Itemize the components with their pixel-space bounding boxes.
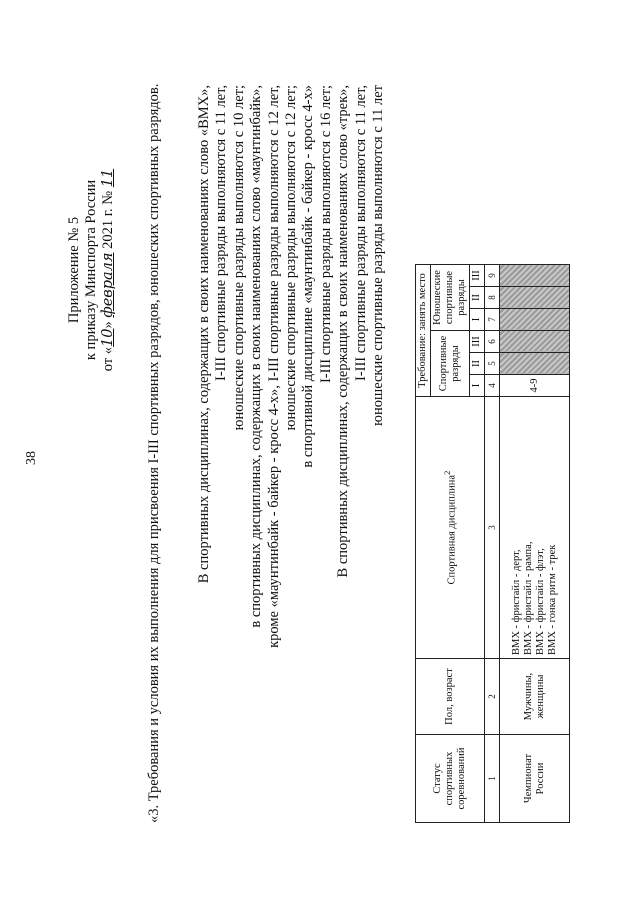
col-number: 4: [485, 375, 500, 397]
rank-col-header: III: [470, 331, 485, 353]
section-title: «3. Требования и условия их выполнения для присвоения I-III спортивных разрядов, юношеских спортивных разрядов.: [146, 83, 162, 823]
cell-status: Чемпионат России: [500, 735, 570, 823]
discipline-item: BMX - гонка ритм - трек: [546, 544, 558, 655]
rule-line: в спортивной дисциплине «маунтинбайк - байкер - кросс 4-х»: [300, 85, 317, 468]
rule-line: I-III спортивные разряды выполняются с 16 лет;: [317, 85, 334, 384]
col-number: 3: [485, 397, 500, 659]
rule-line: юношеские спортивные разряды выполняются с 10 лет;: [230, 85, 247, 431]
header-gender-age: Пол, возраст: [416, 659, 485, 735]
rule-line: кроме «маунтинбайк - байкер - кросс 4-х», I-III спортивные разряды выполняются с 12 лет,: [265, 85, 282, 648]
appendix-order-ref: к приказу Минспорта России: [83, 179, 99, 361]
rule-line: I-III спортивные разряды выполняются с 11 лет,: [352, 85, 369, 382]
discipline-item: BMX - фристайл - рампа,: [522, 541, 534, 655]
col-number: 8: [485, 287, 500, 309]
rank-col-header: II: [470, 353, 485, 375]
cell-shaded: [500, 309, 570, 331]
col-number: 5: [485, 353, 500, 375]
appendix-date: от «10» февраля 2021 г. № 11: [100, 168, 116, 372]
cell-shaded: [500, 353, 570, 375]
appendix-header: [66, 120, 117, 420]
cell-shaded: [500, 331, 570, 353]
col-number: 2: [485, 659, 500, 735]
rank-col-header: I: [470, 309, 485, 331]
page-number: 38: [24, 451, 39, 465]
handwritten-day: 10: [100, 328, 116, 347]
rule-line: В спортивных дисциплинах, содержащих в своих наименованиях слово «трек»,: [335, 85, 352, 578]
cell-disciplines: [500, 397, 570, 659]
rule-line: юношеские спортивные разряды выполняются с 11 лет: [370, 85, 387, 426]
rule-line: юношеские спортивные разряды выполняются с 12 лет;: [283, 85, 300, 431]
col-number: 1: [485, 735, 500, 823]
header-sport-ranks: Спортивные разряды: [431, 331, 470, 397]
discipline-item: BMX - фристайл - флэт,: [534, 548, 546, 655]
handwritten-order-number: 11: [100, 168, 116, 188]
rule-line: в спортивных дисциплинах, содержащих в своих наименованиях слово «маунтинбайк»,: [248, 85, 265, 628]
header-youth-ranks: Юношеские спортивные разряды: [431, 265, 470, 331]
appendix-title: Приложение № 5: [66, 216, 82, 324]
cell-gender-age: Мужчины, женщины: [500, 659, 570, 735]
cell-shaded: [500, 287, 570, 309]
rank-col-header: II: [470, 287, 485, 309]
header-status: Статус спортивных соревнований: [416, 735, 485, 823]
col-number: 9: [485, 265, 500, 287]
rule-line: В спортивных дисциплинах, содержащих в своих наименованиях слово «BMX»,: [196, 85, 212, 584]
header-discipline: Спортивная дисциплина$^2$: [416, 397, 485, 659]
rule-line: I-III спортивные разряды выполняются с 11 лет,: [213, 85, 230, 382]
rules-text: [196, 85, 387, 815]
handwritten-month: февраля: [100, 252, 116, 318]
header-requirement: Требование: занять место: [416, 265, 431, 397]
col-number: 6: [485, 331, 500, 353]
cell-rank-I: 4-9: [500, 375, 570, 397]
requirements-table: [415, 264, 570, 823]
discipline-item: BMX - фристайл - дерт,: [510, 549, 522, 655]
cell-shaded: [500, 265, 570, 287]
rank-col-header: III: [470, 265, 485, 287]
rank-col-header: I: [470, 375, 485, 397]
col-number: 7: [485, 309, 500, 331]
